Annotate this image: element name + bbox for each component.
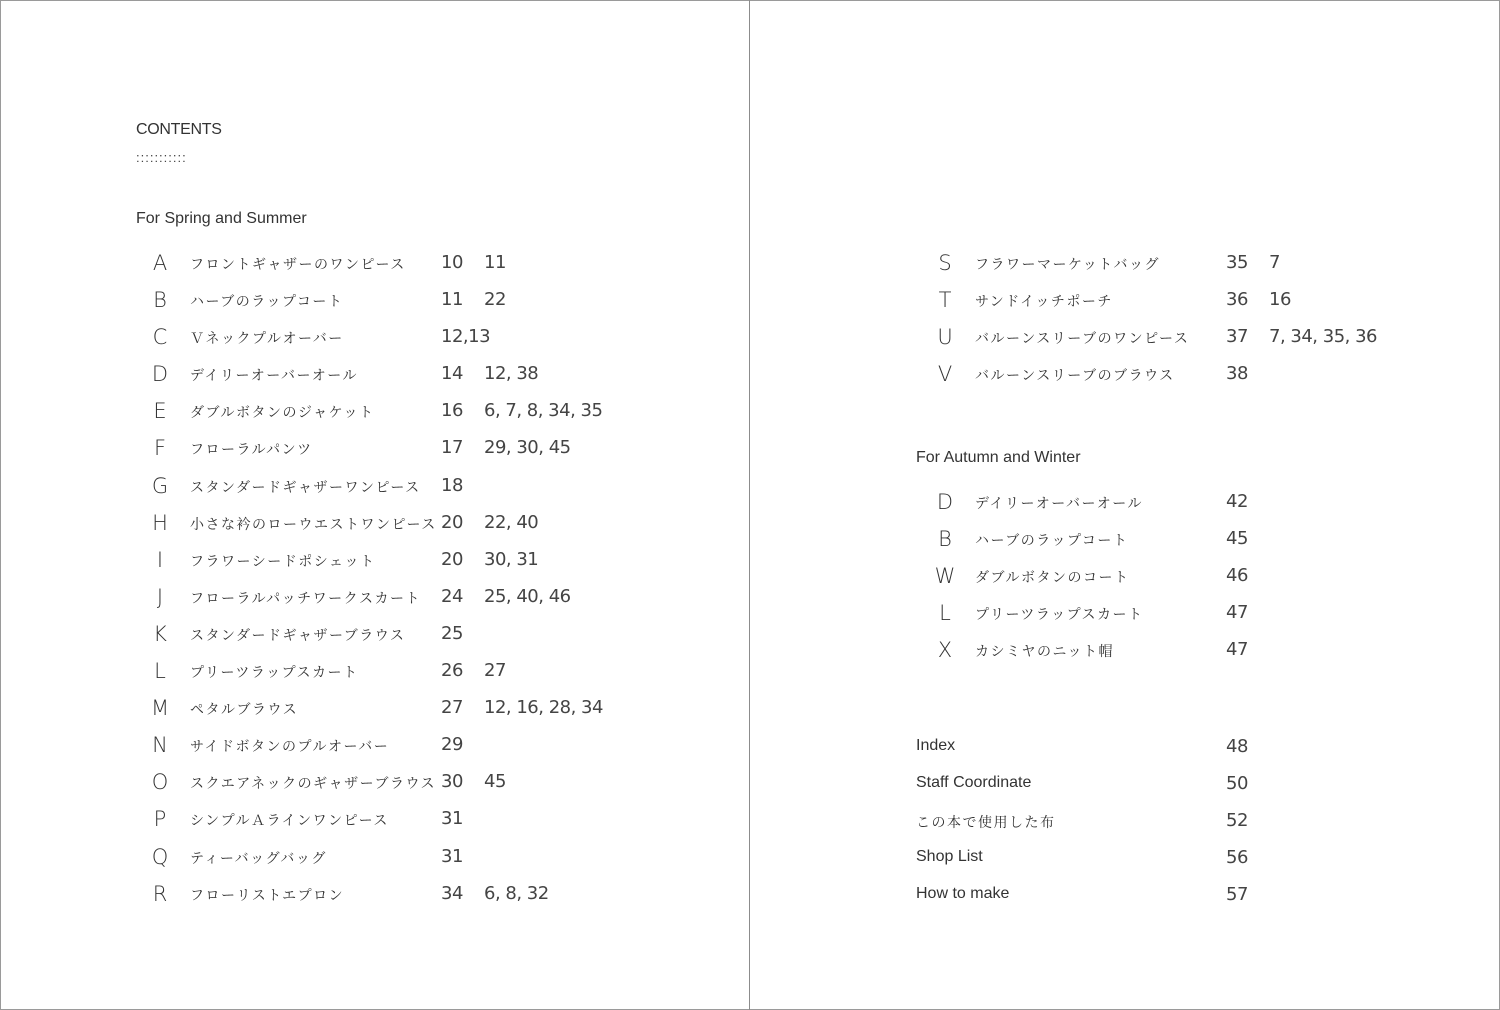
entry-title: サイドボタンのプルオーバー [190, 739, 390, 756]
appendix-page-number: 56 [1226, 847, 1248, 869]
entry-page-number: 31 [441, 808, 463, 830]
entry-page-number: 12,13 [441, 326, 491, 348]
appendix-label: この本で使用した布 [916, 815, 1056, 832]
entry-page-number: 29 [441, 734, 463, 756]
entry-page-number: 42 [1226, 491, 1248, 512]
entry-letter: A [152, 251, 168, 275]
entry-letter: O [151, 770, 169, 795]
contents-title: CONTENTS [136, 121, 222, 138]
entry-page-number: 35 [1226, 252, 1248, 273]
entry-title: デイリーオーバーオール [975, 496, 1143, 512]
entry-title: フローラルパンツ [190, 442, 313, 459]
entry-page-number: 20 [441, 511, 463, 533]
entry-letter: X [937, 638, 953, 663]
entry-letter: K [153, 621, 167, 646]
entry-title: サンドイッチポーチ [975, 294, 1113, 311]
section-heading-spring-summer: For Spring and Summer [136, 210, 307, 227]
entry-page-number: 31 [441, 845, 463, 867]
entry-title: ペタルブラウス [190, 702, 299, 719]
entry-page-number: 26 [441, 660, 463, 682]
entry-title: フローラルパッチワークスカート [190, 590, 421, 607]
entry-reference-pages: 22 [484, 289, 506, 311]
entry-letter: Q [151, 844, 169, 869]
entry-page-number: 14 [441, 363, 463, 385]
entry-reference-pages: 7, 34, 35, 36 [1269, 326, 1377, 348]
entry-letter: S [938, 251, 952, 275]
entry-letter: D [151, 362, 169, 387]
entry-letter: B [938, 527, 952, 552]
entry-letter: J [156, 584, 164, 609]
entry-reference-pages: 27 [484, 660, 506, 682]
entry-page-number: 38 [1226, 363, 1248, 385]
entry-letter: V [937, 362, 953, 387]
entry-letter: B [153, 288, 167, 313]
book-spine-divider [749, 0, 750, 1010]
entry-page-number: 47 [1226, 639, 1248, 661]
entry-page-number: 46 [1226, 565, 1248, 587]
entry-title: ハーブのラップコート [190, 294, 344, 311]
entry-page-number: 30 [441, 771, 463, 793]
entry-reference-pages: 11 [484, 252, 506, 273]
entry-title: 小さな衿のローウエストワンピース [190, 516, 437, 533]
entry-title: ダブルボタンのジャケット [190, 405, 375, 422]
entry-title: シンプルＡラインワンピース [190, 813, 389, 830]
entry-title: Ｖネックプルオーバー [190, 331, 344, 348]
entry-page-number: 25 [441, 622, 463, 644]
entry-letter: P [153, 807, 167, 832]
appendix-label: How to make [916, 885, 1010, 903]
appendix-page-number: 50 [1226, 773, 1248, 795]
title-dotted-rule: ::::::::::: [136, 150, 187, 165]
entry-page-number: 34 [441, 882, 463, 904]
entry-title: フローリストエプロン [190, 887, 345, 904]
entry-title: スクエアネックのギャザーブラウス [190, 776, 437, 793]
entry-reference-pages: 29, 30, 45 [484, 437, 571, 459]
entry-title: フラワーシードポシェット [190, 553, 376, 570]
entry-letter: F [153, 436, 167, 461]
entry-title: プリーツラップスカート [975, 607, 1144, 624]
entry-title: ハーブのラップコート [975, 533, 1129, 550]
entry-page-number: 20 [441, 548, 463, 570]
entry-reference-pages: 45 [484, 771, 506, 793]
entry-reference-pages: 12, 38 [484, 363, 539, 385]
entry-letter: G [151, 473, 169, 498]
entry-letter: L [939, 601, 951, 626]
entry-reference-pages: 12, 16, 28, 34 [484, 697, 603, 719]
entry-reference-pages: 6, 7, 8, 34, 35 [484, 400, 603, 422]
entry-title: スタンダードギャザーワンピース [190, 479, 421, 496]
entry-reference-pages: 25, 40, 46 [484, 585, 571, 607]
entry-title: プリーツラップスカート [190, 665, 359, 682]
entry-title: スタンダードギャザーブラウス [190, 627, 406, 644]
entry-reference-pages: 16 [1269, 289, 1291, 311]
entry-reference-pages: 7 [1269, 252, 1280, 273]
entry-reference-pages: 22, 40 [484, 511, 539, 533]
entry-title: バルーンスリーブのブラウス [975, 368, 1175, 385]
entry-reference-pages: 30, 31 [484, 548, 539, 570]
appendix-page-number: 52 [1226, 810, 1248, 832]
entry-letter: N [152, 733, 168, 758]
entry-letter: H [152, 510, 168, 535]
entry-reference-pages: 6, 8, 32 [484, 882, 549, 904]
entry-page-number: 27 [441, 697, 463, 719]
entry-title: ダブルボタンのコート [975, 570, 1130, 587]
appendix-label: Shop List [916, 848, 983, 866]
entry-page-number: 16 [441, 400, 463, 422]
appendix-label: Staff Coordinate [916, 774, 1032, 792]
entry-title: カシミヤのニット帽 [975, 644, 1114, 661]
appendix-page-number: 57 [1226, 884, 1248, 906]
entry-letter: E [153, 399, 167, 424]
appendix-label: Index [916, 737, 956, 754]
entry-letter: M [150, 696, 170, 721]
entry-letter: D [936, 490, 954, 514]
entry-page-number: 45 [1226, 528, 1248, 550]
entry-letter: C [152, 325, 168, 350]
entry-page-number: 10 [441, 252, 463, 273]
entry-page-number: 17 [441, 437, 463, 459]
entry-page-number: 37 [1226, 326, 1248, 348]
entry-page-number: 18 [441, 474, 463, 496]
entry-letter: I [156, 547, 164, 572]
entry-title: フロントギャザーのワンピース [190, 257, 406, 273]
entry-title: ティーバッグバッグ [190, 850, 327, 867]
entry-page-number: 11 [441, 289, 463, 311]
entry-letter: R [152, 881, 168, 906]
entry-page-number: 47 [1226, 602, 1248, 624]
entry-page-number: 24 [441, 585, 463, 607]
entry-title: デイリーオーバーオール [190, 368, 358, 385]
appendix-page-number: 48 [1226, 736, 1248, 757]
entry-letter: W [934, 564, 956, 589]
section-heading-autumn-winter: For Autumn and Winter [916, 449, 1081, 466]
entry-title: バルーンスリーブのワンピース [975, 331, 1190, 348]
entry-page-number: 36 [1226, 289, 1248, 311]
entry-letter: L [154, 659, 166, 684]
entry-title: フラワーマーケットバッグ [975, 257, 1161, 273]
entry-letter: U [937, 325, 953, 350]
entry-letter: T [938, 288, 952, 313]
